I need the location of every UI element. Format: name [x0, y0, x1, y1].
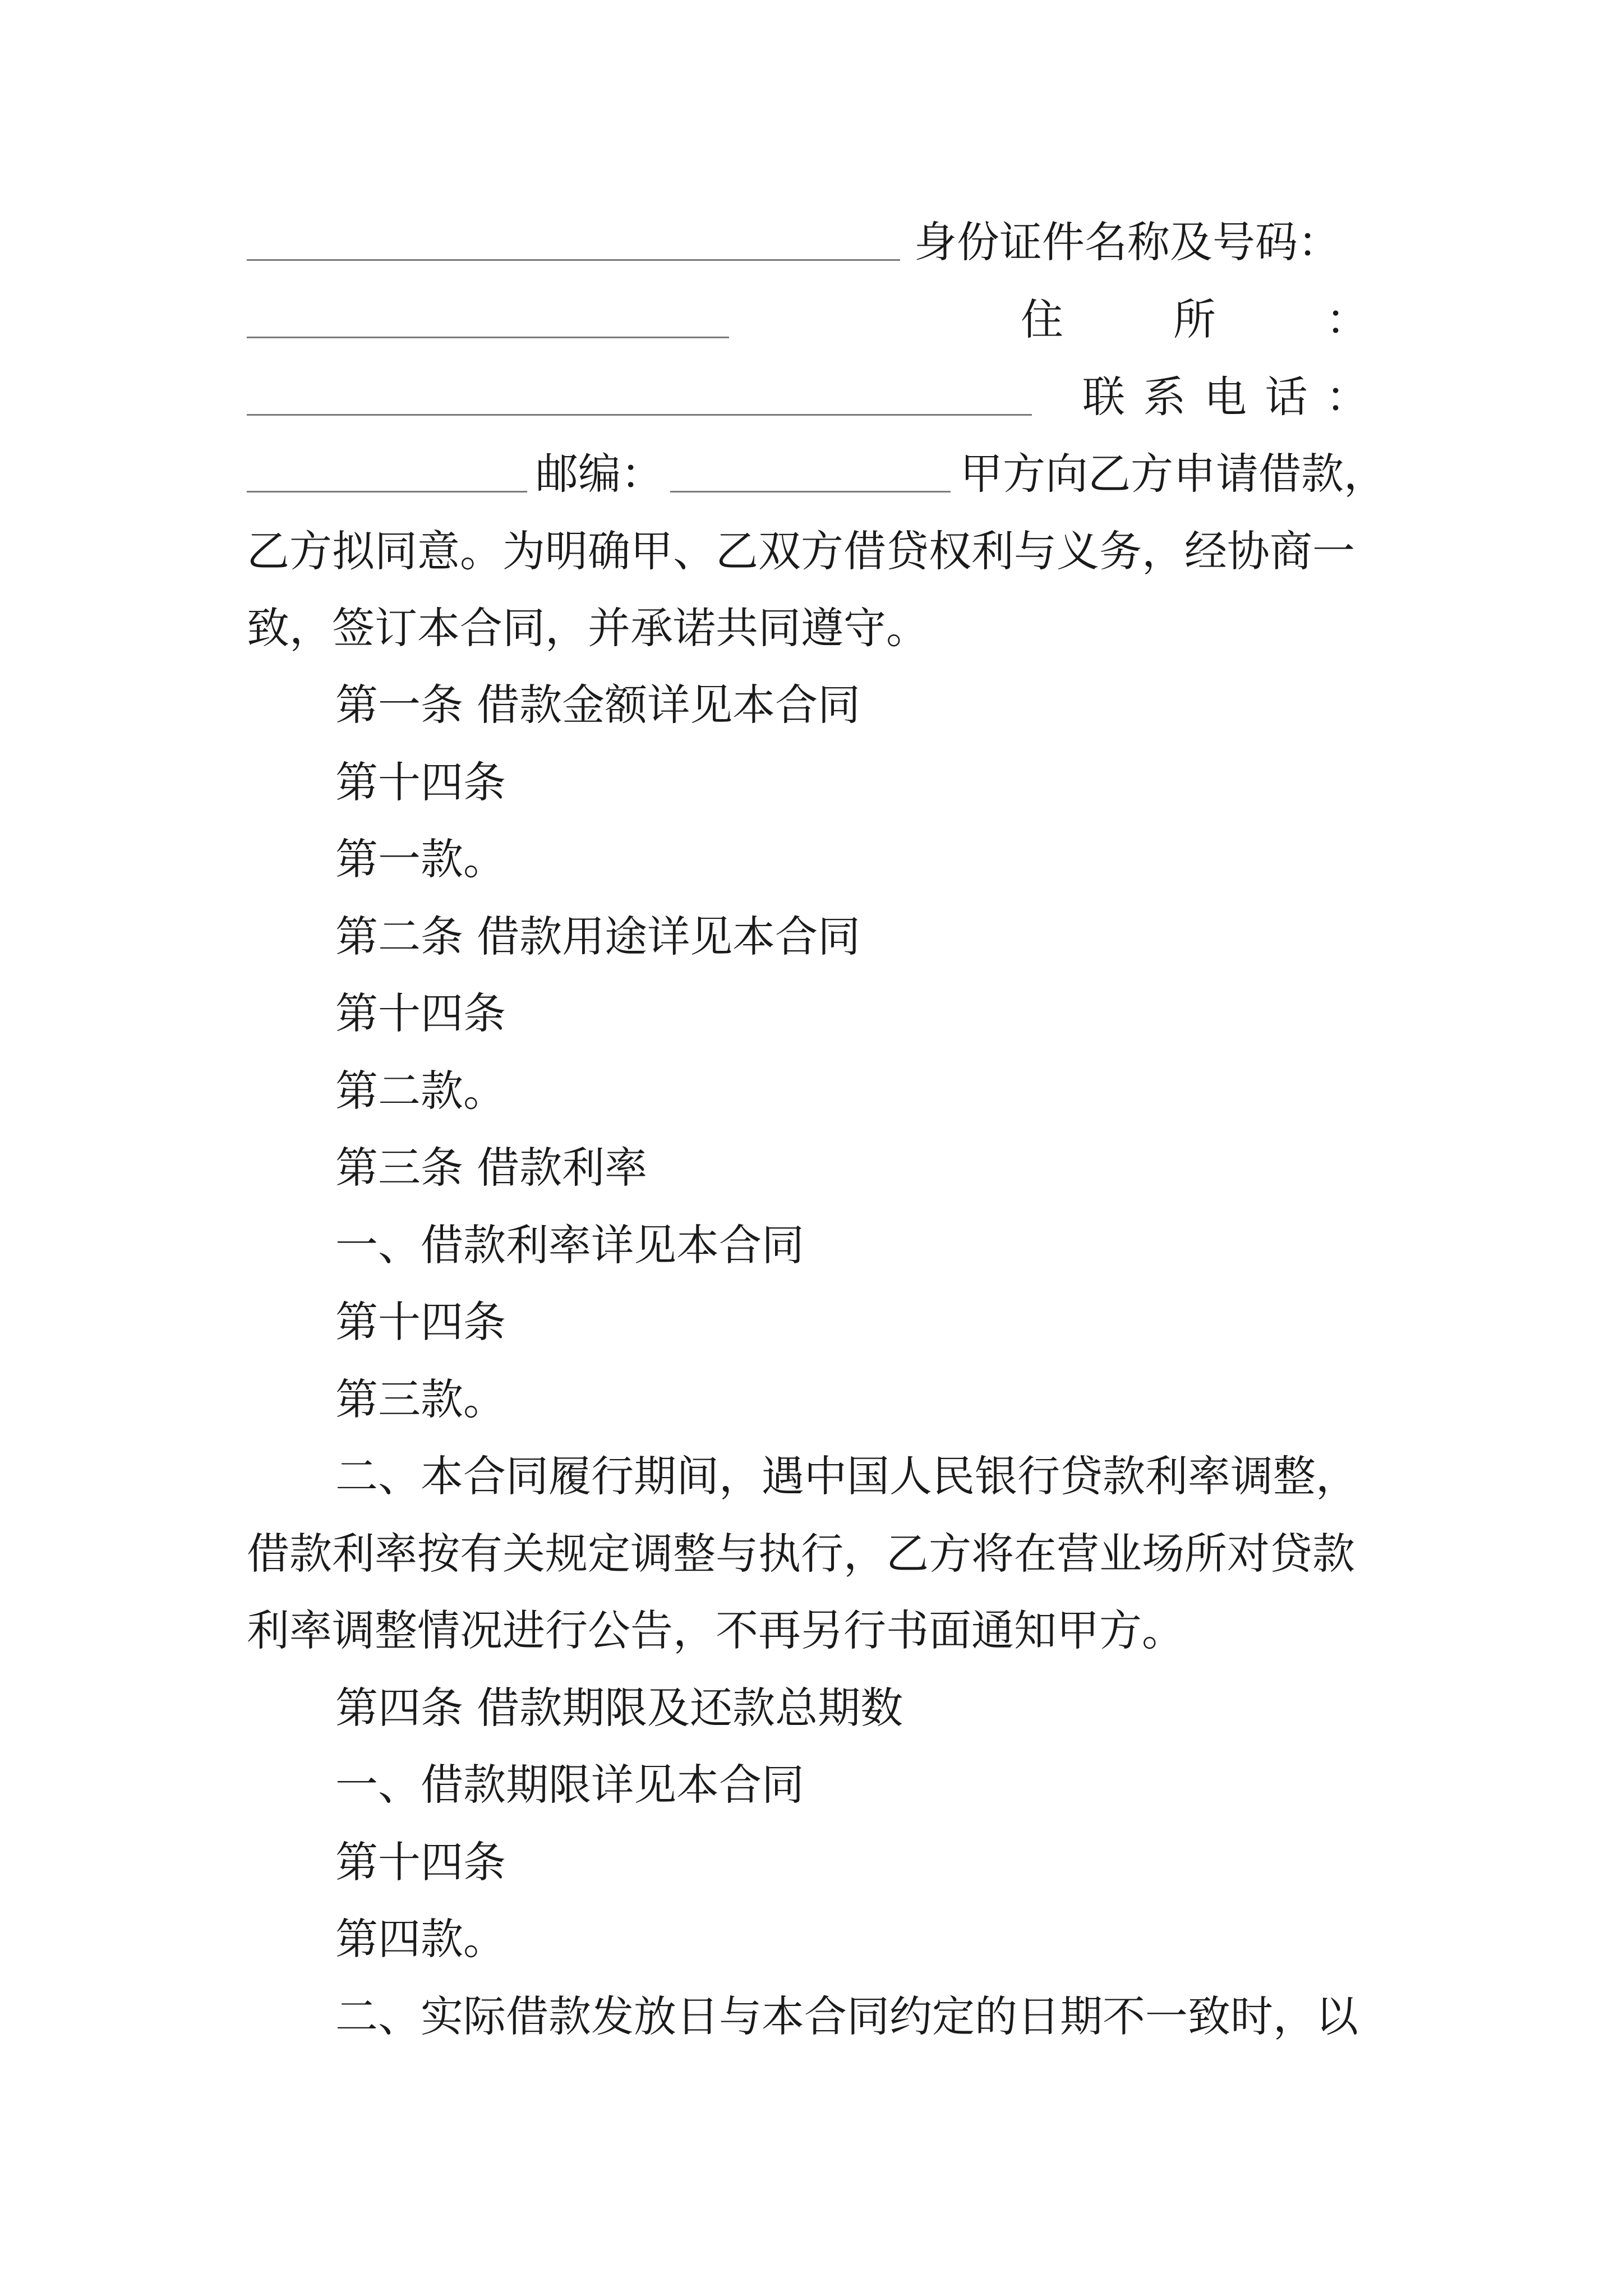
- clause-line: 第二款。: [335, 1066, 506, 1116]
- party-blank: [247, 491, 527, 493]
- clause-line: 一、借款期限详见本合同: [335, 1760, 804, 1810]
- clause-line: 第十四条: [335, 757, 506, 807]
- id-number-blank: [247, 259, 900, 261]
- clause-line: 第二条 借款用途详见本合同: [335, 912, 861, 961]
- clause-line: 第一条 借款金额详见本合同: [335, 680, 861, 730]
- clause-line: 第十四条: [335, 1837, 506, 1887]
- phone-label-char: 电: [1204, 372, 1247, 422]
- phone-label-char: 话: [1265, 372, 1308, 422]
- address-label: [1021, 292, 1368, 348]
- clause-line: 第十四条: [335, 988, 506, 1038]
- clause-line: 第三款。: [335, 1374, 506, 1424]
- clause-line: 利率调整情况进行公告，不再另行书面通知甲方。: [247, 1605, 1184, 1655]
- address-label-char: ：: [1326, 295, 1368, 344]
- postcode-label: 邮编：: [536, 449, 663, 499]
- clause-line: 二、实际借款发放日与本合同约定的日期不一致时，以: [335, 1991, 1358, 2041]
- clause-line: 借款利率按有关规定调整与执行，乙方将在营业场所对贷款: [247, 1529, 1355, 1579]
- intro-line-2: 乙方拟同意。为明确甲、乙双方借贷权利与义务，经协商一: [247, 526, 1355, 576]
- address-label-char: 住: [1021, 295, 1063, 344]
- phone-label-char: 系: [1143, 372, 1186, 422]
- clause-line: 一、借款利率详见本合同: [335, 1220, 804, 1270]
- clause-line: 第四条 借款期限及还款总期数: [335, 1683, 903, 1733]
- phone-label-char: ：: [1326, 372, 1368, 422]
- clause-line: 第十四条: [335, 1297, 506, 1347]
- clause-line: 二、本合同履行期间，遇中国人民银行贷款利率调整，: [335, 1451, 1358, 1501]
- postcode-blank: [670, 491, 951, 493]
- clause-line: 第四款。: [335, 1914, 506, 1964]
- phone-label: [1082, 369, 1368, 425]
- phone-blank: [247, 414, 1032, 416]
- intro-line-1: 甲方向乙方申请借款，: [960, 449, 1386, 499]
- clause-line: 第一款。: [335, 834, 506, 884]
- id-label: 身份证件名称及号码：: [914, 217, 1340, 267]
- intro-line-3: 致，签订本合同，并承诺共同遵守。: [247, 603, 929, 653]
- clause-line: 第三条 借款利率: [335, 1143, 648, 1193]
- phone-label-char: 联: [1082, 372, 1125, 422]
- address-blank: [247, 337, 729, 338]
- address-label-char: 所: [1173, 295, 1216, 344]
